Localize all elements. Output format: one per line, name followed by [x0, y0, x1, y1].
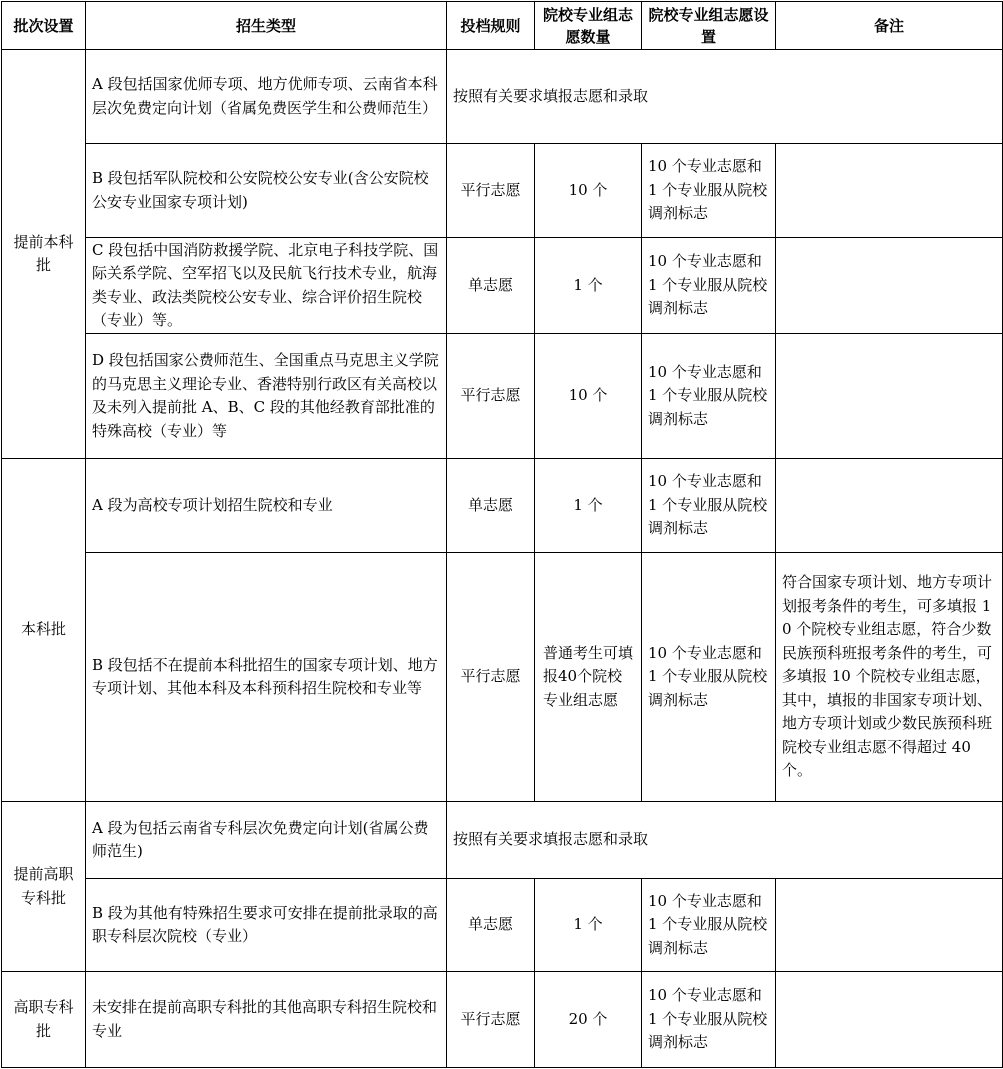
- setting-cell: 10 个专业志愿和 1 个专业服从院校调剂标志: [642, 459, 776, 553]
- header-row: [2, 2, 1003, 50]
- batch-vocational: 高职专科批: [2, 972, 86, 1068]
- setting-cell: 10 个专业志愿和 1 个专业服从院校调剂标志: [642, 972, 776, 1068]
- header-type: 招生类型: [86, 2, 447, 50]
- rule-cell: 平行志愿: [447, 972, 535, 1068]
- type-cell: B 段为其他有特殊招生要求可安排在提前批录取的高职专科层次院校（专业）: [86, 879, 447, 972]
- setting-cell: 10 个专业志愿和 1 个专业服从院校调剂标志: [642, 553, 776, 802]
- count-cell: 普通考生可填报40个院校专业组志愿: [535, 553, 642, 802]
- admission-batch-table: [1, 1, 1003, 1068]
- table-row: [2, 553, 1003, 802]
- type-cell: A 段为包括云南省专科层次免费定向计划(省属公费师范生): [86, 802, 447, 879]
- batch-advance-vocational: 提前高职专科批: [2, 802, 86, 972]
- note-cell: 符合国家专项计划、地方专项计划报考条件的考生，可多填报 10 个院校专业组志愿，符合少数民族预科班报考条件的考生，可多填报 10 个院校专业组志愿，其中，填报的非国家专项计划、地方专项计划或少数民族预科班院校专业组志愿不得超过 40 个。: [776, 553, 1003, 802]
- rule-cell: 平行志愿: [447, 144, 535, 238]
- note-cell: [776, 238, 1003, 334]
- rule-cell: 单志愿: [447, 238, 535, 334]
- count-cell: 1 个: [535, 238, 642, 334]
- table-row: [2, 334, 1003, 459]
- note-cell: [776, 144, 1003, 238]
- header-batch: 批次设置: [2, 2, 86, 50]
- type-cell: D 段包括国家公费师范生、全国重点马克思主义学院的马克思主义理论专业、香港特别行政区有关高校以及未列入提前批 A、B、C 段的其他经教育部批准的特殊高校（专业）等: [86, 334, 447, 459]
- table-row: [2, 459, 1003, 553]
- rule-cell: 平行志愿: [447, 334, 535, 459]
- count-cell: 20 个: [535, 972, 642, 1068]
- note-cell: [776, 879, 1003, 972]
- note-cell: [776, 334, 1003, 459]
- header-note: 备注: [776, 2, 1003, 50]
- type-cell: A 段包括国家优师专项、地方优师专项、云南省本科层次免费定向计划（省属免费医学生和公费师范生）: [86, 50, 447, 144]
- type-cell: B 段包括军队院校和公安院校公安专业(含公安院校公安专业国家专项计划): [86, 144, 447, 238]
- setting-cell: 10 个专业志愿和 1 个专业服从院校调剂标志: [642, 238, 776, 334]
- type-cell: B 段包括不在提前本科批招生的国家专项计划、地方专项计划、其他本科及本科预科招生院校和专业等: [86, 553, 447, 802]
- type-cell: A 段为高校专项计划招生院校和专业: [86, 459, 447, 553]
- count-cell: 1 个: [535, 879, 642, 972]
- table-row: [2, 238, 1003, 334]
- rule-cell: 单志愿: [447, 879, 535, 972]
- batch-advance-undergrad: 提前本科批: [2, 50, 86, 459]
- header-rule: 投档规则: [447, 2, 535, 50]
- note-cell: [776, 459, 1003, 553]
- header-setting: 院校专业组志愿设置: [642, 2, 776, 50]
- type-cell: C 段包括中国消防救援学院、北京电子科技学院、国际关系学院、空军招飞以及民航飞行技术专业，航海类专业、政法类院校公安专业、综合评价招生院校（专业）等。: [86, 238, 447, 334]
- type-cell: 未安排在提前高职专科批的其他高职专科招生院校和专业: [86, 972, 447, 1068]
- count-cell: 10 个: [535, 334, 642, 459]
- setting-cell: 10 个专业志愿和 1 个专业服从院校调剂标志: [642, 879, 776, 972]
- batch-undergrad: 本科批: [2, 459, 86, 802]
- rule-cell: 单志愿: [447, 459, 535, 553]
- setting-cell: 10 个专业志愿和 1 个专业服从院校调剂标志: [642, 144, 776, 238]
- count-cell: 1 个: [535, 459, 642, 553]
- table-row: [2, 50, 1003, 144]
- note-cell: [776, 972, 1003, 1068]
- merged-note-cell: 按照有关要求填报志愿和录取: [447, 802, 1003, 879]
- table-row: [2, 802, 1003, 879]
- header-count: 院校专业组志愿数量: [535, 2, 642, 50]
- table-row: [2, 972, 1003, 1068]
- table-row: [2, 144, 1003, 238]
- count-cell: 10 个: [535, 144, 642, 238]
- merged-note-cell: 按照有关要求填报志愿和录取: [447, 50, 1003, 144]
- rule-cell: 平行志愿: [447, 553, 535, 802]
- table-row: [2, 879, 1003, 972]
- setting-cell: 10 个专业志愿和 1 个专业服从院校调剂标志: [642, 334, 776, 459]
